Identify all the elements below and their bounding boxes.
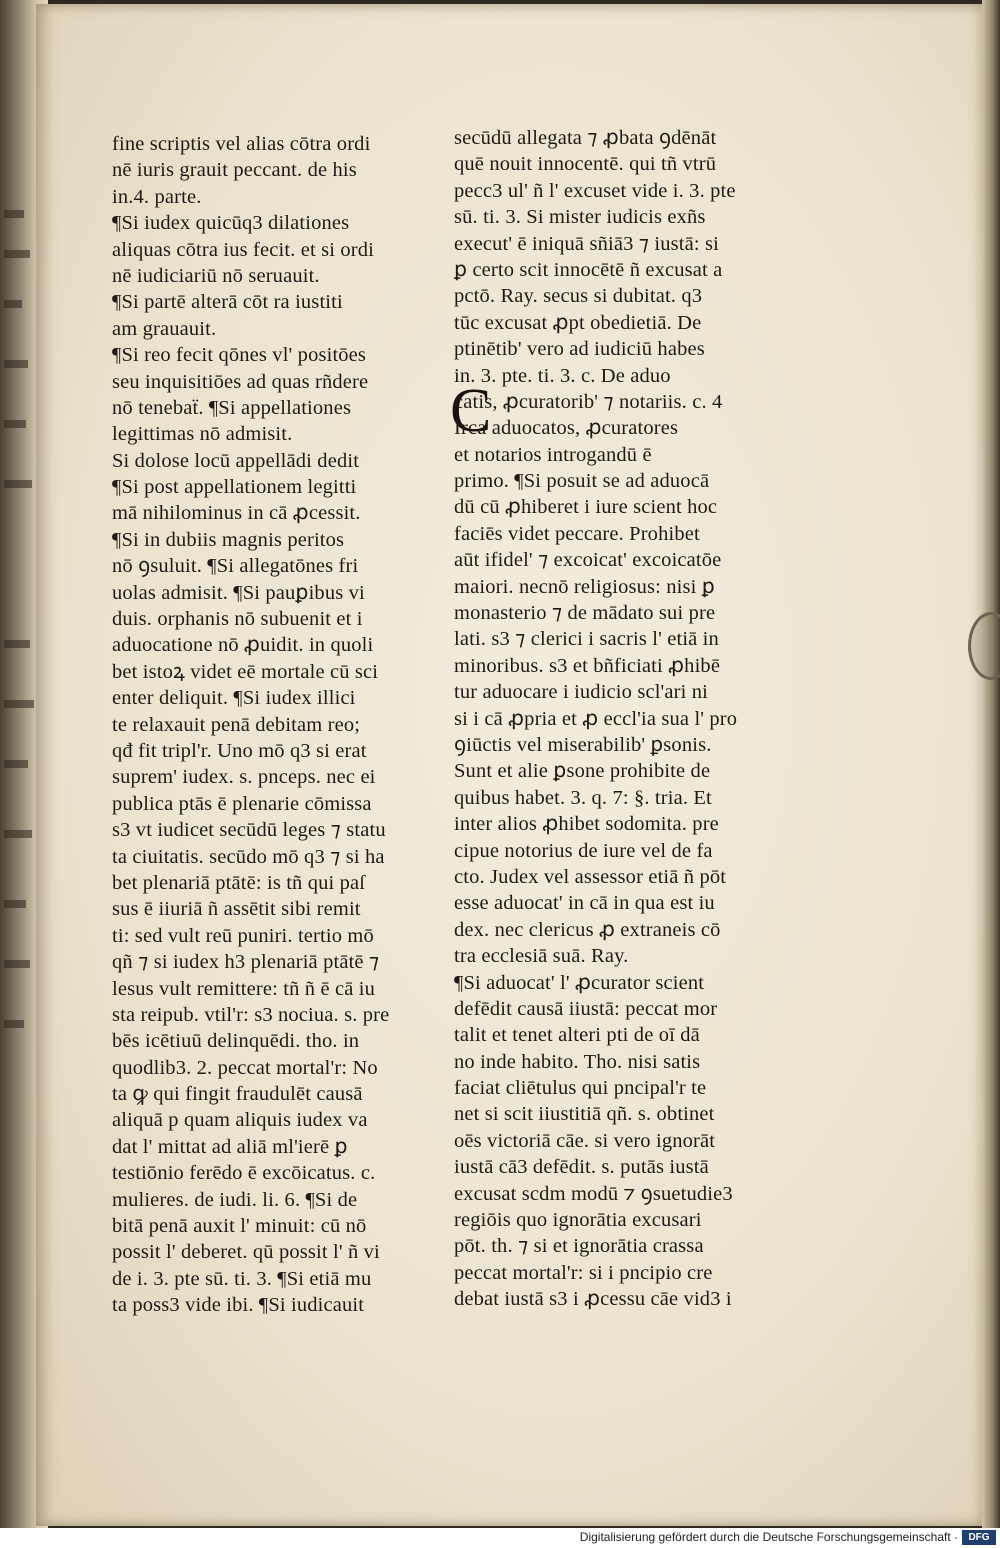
- text-line: ptinētib' vero ad iudiciū habes: [454, 338, 705, 361]
- text-line: publica ptās ē plenarie cōmissa: [112, 792, 372, 815]
- text-line: Si dolose locū appellādi dedit: [112, 449, 360, 472]
- left-text-column: [112, 131, 389, 1319]
- text-line: pctō. Ray. secus si dubitat. q3: [454, 285, 703, 308]
- text-line: iustā cā3 defēdit. s. putās iustā: [454, 1156, 709, 1179]
- text-line: nē iudiciariū nō seruauit.: [112, 264, 320, 287]
- text-line: sus ē iiuriā ñ assētit sibi remit: [112, 898, 361, 921]
- text-line: possit l' deberet. qū possit l' ñ vi: [112, 1241, 380, 1264]
- page-right-edge: [982, 0, 1000, 1528]
- text-line: ¶Si in dubiis magnis peritos: [112, 528, 345, 551]
- text-line: te relaxauit penā debitam reo;: [112, 713, 361, 736]
- text-line: execut' ē iniquā sñiā3 ⁊ iustā: si: [454, 232, 719, 255]
- text-line: aliquas cōtra ius fecit. et si ordi: [112, 238, 374, 261]
- text-line: faciat cliētulus qui pncipal'r te: [454, 1077, 707, 1100]
- text-line: et notarios introgandū ē: [454, 443, 652, 466]
- text-line: bet plenariā ptātē: is tñ qui paſ: [112, 871, 366, 894]
- text-line: qđ fit tripl'r. Uno mō q3 si erat: [112, 739, 367, 762]
- text-line: sta reipub. vtil'r: s3 nociua. s. pre: [112, 1003, 390, 1026]
- text-line: Sunt et alie ꝑsone prohibite de: [454, 760, 711, 783]
- text-line: aūt ifidel' ⁊ excoicat' excoicatōe: [454, 549, 722, 572]
- text-line: oēs victoriā cāe. si vero ignorāt: [454, 1129, 716, 1152]
- text-line: in.4. parte.: [112, 185, 202, 208]
- text-line: am grauauit.: [112, 317, 217, 340]
- text-line: dat l' mittat ad aliā ml'ierē ꝑ: [112, 1135, 348, 1158]
- text-line: ꝑ certo scit innocētē ñ excusat a: [454, 258, 723, 281]
- text-line: dū cū ꝓhiberet i iure scient hoc: [454, 496, 718, 519]
- text-line: ¶Si aduocat' l' ꝓcurator scient: [454, 971, 705, 994]
- text-line: mā nihilominus in cā ꝓcessit.: [112, 502, 361, 525]
- text-line: cipue notorius de iure vel de fa: [454, 839, 713, 862]
- text-line: seu inquisitiōes ad quas rñdere: [112, 370, 369, 393]
- right-text-column: [454, 125, 737, 1313]
- text-line: net si scit iiustitiā qñ. s. obtinet: [454, 1103, 715, 1126]
- text-line: bitā penā auxit l' minuit: cū nō: [112, 1215, 367, 1238]
- text-line: ¶Si iudex quicūq3 dilationes: [112, 212, 350, 235]
- text-line: maiori. necnō religiosus: nisi ꝑ: [454, 575, 715, 598]
- funding-credit: Digitalisierung gefördert durch die Deutsche Forschungsgemeinschaft ·: [579, 1530, 958, 1544]
- text-line: regiōis quo ignorātia excusari: [454, 1209, 702, 1232]
- text-line: fine scriptis vel alias cōtra ordi: [112, 133, 371, 155]
- text-line: talit et tenet alteri pti de oī dā: [454, 1024, 700, 1047]
- text-line: de i. 3. pte sū. ti. 3. ¶Si etiā mu: [112, 1267, 372, 1290]
- text-line: ta ꝙ qui fingit fraudulēt causā: [112, 1083, 363, 1106]
- text-line: quibus habet. 3. q. 7: §. tria. Et: [454, 786, 712, 809]
- text-line: primo. ¶Si posuit se ad aduocā: [454, 470, 710, 493]
- text-line: lati. s3 ⁊ clerici i sacris l' etiā in: [454, 628, 719, 651]
- text-line: aliquā p quam aliquis iudex va: [112, 1109, 368, 1132]
- text-line: tur aduocare i iudicio scl'ari ni: [454, 681, 708, 704]
- text-line: sū. ti. 3. Si mister iudicis exñs: [454, 206, 706, 229]
- text-line: duis. orphanis nō subuenit et i: [112, 608, 363, 631]
- text-line: enter deliquit. ¶Si iudex illici: [112, 687, 356, 710]
- text-line: minoribus. s3 et bñficiati ꝓhibē: [454, 654, 721, 677]
- text-line: dex. nec clericus ꝓ extraneis cō: [454, 918, 721, 941]
- text-line: nō tenebaẗ. ¶Si appellationes: [112, 396, 352, 419]
- text-line: pecc3 ul' ñ l' excuset vide i. 3. pte: [454, 179, 736, 202]
- text-line: catis, ꝓcuratorib' ⁊ notariis. c. 4: [454, 390, 723, 413]
- text-line: esse aduocat' in cā in qua est iu: [454, 892, 715, 915]
- text-line: quē nouit innocentē. qui tñ vtrū: [454, 153, 717, 176]
- text-line: monasterio ⁊ de mādato sui pre: [454, 602, 716, 625]
- text-line: ¶Si partē alterā cōt ra iustiti: [112, 291, 343, 314]
- text-line: mulieres. de iudi. li. 6. ¶Si de: [112, 1188, 358, 1211]
- text-line: ¶Si post appellationem legitti: [112, 476, 357, 499]
- text-line: pōt. th. ⁊ si et ignorātia crassa: [454, 1235, 704, 1258]
- text-line: faciēs videt peccare. Prohibet: [454, 522, 700, 545]
- text-line: Irca aduocatos, ꝓcuratores: [454, 417, 679, 440]
- text-line: secūdū allegata ⁊ ꝓbata ꝯdēnāt: [454, 127, 717, 149]
- text-line: nō ꝯsuluit. ¶Si allegatōnes fri: [112, 555, 359, 578]
- text-line: in. 3. pte. ti. 3. c. De aduo: [454, 364, 671, 387]
- text-line: bēs icētiuū delinquēdi. tho. in: [112, 1030, 360, 1053]
- text-line: inter alios ꝓhibet sodomita. pre: [454, 813, 719, 836]
- text-line: tūc excusat ꝓpt obedietiā. De: [454, 311, 702, 334]
- text-line: no inde habito. Tho. nisi satis: [454, 1050, 701, 1073]
- text-line: cto. Judex vel assessor etiā ñ pōt: [454, 865, 727, 888]
- text-line: peccat mortal'r: si i pncipio cre: [454, 1261, 713, 1284]
- text-line: ta poss3 vide ibi. ¶Si iudicauit: [112, 1294, 365, 1317]
- text-line: testiōnio ferēdo ē excōicatus. c.: [112, 1162, 376, 1185]
- text-line: excusat scdm modū ⁊ ꝯsuetudie3: [454, 1182, 733, 1205]
- text-line: uolas admisit. ¶Si pauꝑibus vi: [112, 581, 365, 604]
- text-line: s3 vt iudicet secūdū leges ⁊ statu: [112, 819, 386, 842]
- text-line: ta ciuitatis. secūdo mō q3 ⁊ si ha: [112, 845, 385, 868]
- text-line: debat iustā s3 i ꝓcessu cāe vid3 i: [454, 1288, 732, 1311]
- text-line: aduocatione nō ꝓuidit. in quoli: [112, 634, 374, 657]
- text-line: ¶Si reo fecit qōnes vl' positōes: [112, 344, 367, 367]
- text-line: suprem' iudex. s. pnceps. nec ei: [112, 766, 376, 789]
- text-line: legittimas nō admisit.: [112, 423, 293, 446]
- drop-capital: C: [450, 377, 492, 445]
- text-line: quodlib3. 2. peccat mortal'r: No: [112, 1056, 378, 1079]
- text-line: defēdit causā iiustā: peccat mor: [454, 997, 718, 1020]
- text-line: tra ecclesiā suā. Ray.: [454, 945, 629, 968]
- text-line: bet istoꝝ videt eē mortale cū sci: [112, 660, 379, 683]
- text-line: ti: sed vult reū puniri. tertio mō: [112, 924, 374, 947]
- text-line: qñ ⁊ si iudex h3 plenariā ptātē ⁊: [112, 951, 380, 974]
- text-line: ꝯiūctis vel miserabilib' ꝑsonis.: [454, 733, 712, 756]
- text-line: lesus vult remittere: tñ ñ ē cā iu: [112, 977, 375, 1000]
- text-line: si i cā ꝓpria et ꝓ eccl'ia sua l' pro: [454, 707, 738, 730]
- footer-bar: [0, 1528, 1000, 1548]
- text-line: nē iuris grauit peccant. de his: [112, 159, 357, 182]
- dfg-logo: DFG: [962, 1530, 996, 1545]
